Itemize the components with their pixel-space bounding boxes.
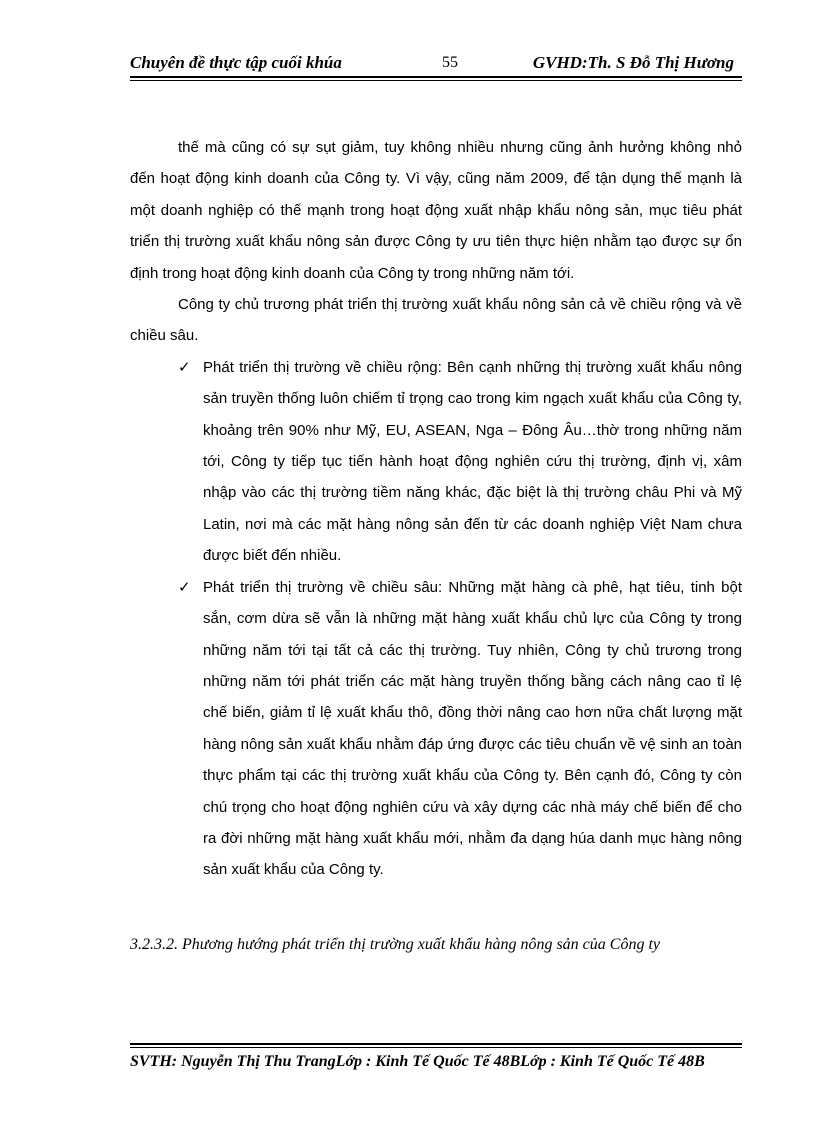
checkmark-icon: ✓: [178, 357, 191, 376]
section-heading: 3.2.3.2. Phương hướng phát triển thị trường xuất khẩu hàng nông sản của Công ty: [130, 936, 660, 953]
header-title: Chuyên đề thực tập cuối khúa: [130, 53, 342, 72]
bullet-text: Phát triển thị trường về chiều sâu: Những mặt hàng cà phê, hạt tiêu, tinh bột sắn, cơm dừa sẽ vẫn là những mặt hàng xuất khẩu chủ lực của Công ty trong những năm tới tại tất cả các thị trường. Tuy nhiên, Công ty chủ trương trong những năm tới phát triển các mặt hàng truyền thống bằng cách nâng cao tỉ lệ chế biến, giảm tỉ lệ xuất khẩu thô, đồng thời nâng cao hơn nữa chất lượng mặt hàng nông sản xuất khẩu nhằm đáp ứng được các tiêu chuẩn về vệ sinh an toàn thực phẩm tại các thị trường xuất khẩu của Công ty. Bên cạnh đó, Công ty còn chú trọng cho hoạt động nghiên cứu và xây dựng các nhà máy chế biến để cho ra đời những mặt hàng xuất khẩu mới, nhằm đa dạng húa danh mục hàng nông sản xuất khẩu của Công ty.: [203, 578, 742, 879]
footer-rule-thin: [130, 1047, 742, 1048]
paragraph-1: thế mà cũng có sự sụt giảm, tuy không nhiều nhưng cũng ảnh hưởng không nhỏ đến hoạt động kinh doanh của Công ty. Vì vậy, cũng năm 2009, để tận dụng thế mạnh là một doanh nghiệp có thế mạnh trong hoạt động xuất nhập khẩu nông sản, mục tiêu phát triển thị trường xuất khẩu nông sản được Công ty ưu tiên thực hiện nhằm tạo được sự ổn định trong hoạt động kinh doanh của Công ty trong những năm tới.: [130, 139, 742, 282]
page-number: 55: [442, 54, 458, 71]
footer-rule: [130, 1043, 742, 1045]
header-rule: [130, 76, 742, 78]
bullet-item-depth: [130, 572, 742, 886]
page-header: [130, 50, 742, 76]
paragraph-2: Công ty chủ trương phát triển thị trường xuất khẩu nông sản cả về chiều rộng và về chiều sâu.: [130, 296, 742, 345]
page-footer: SVTH: Nguyễn Thị Thu TrangLớp : Kinh Tế Quốc Tế 48BLớp : Kinh Tế Quốc Tế 48B: [130, 1053, 705, 1070]
header-supervisor: GVHD:Th. S Đỗ Thị Hương: [532, 53, 734, 72]
checkmark-icon: ✓: [178, 577, 191, 596]
header-rule-thin: [130, 80, 742, 81]
body-text: [130, 132, 742, 886]
bullet-item-width: [130, 352, 742, 572]
bullet-text: Phát triển thị trường về chiều rộng: Bên cạnh những thị trường xuất khẩu nông sản truyền thống luôn chiếm tỉ trọng cao trong kim ngạch xuất khẩu của Công ty, khoảng trên 90% như Mỹ, EU, ASEAN, Nga – Đông Âu…thờ trong những năm tới, Công ty tiếp tục tiến hành hoạt động nghiên cứu thị trường, định vị, xâm nhập vào các thị trường tiềm năng khác, đặc biệt là thị trường châu Phi và Mỹ Latin, nơi mà các mặt hàng nông sản đến từ các doanh nghiệp Việt Nam chưa được biết đến nhiều.: [203, 358, 742, 565]
